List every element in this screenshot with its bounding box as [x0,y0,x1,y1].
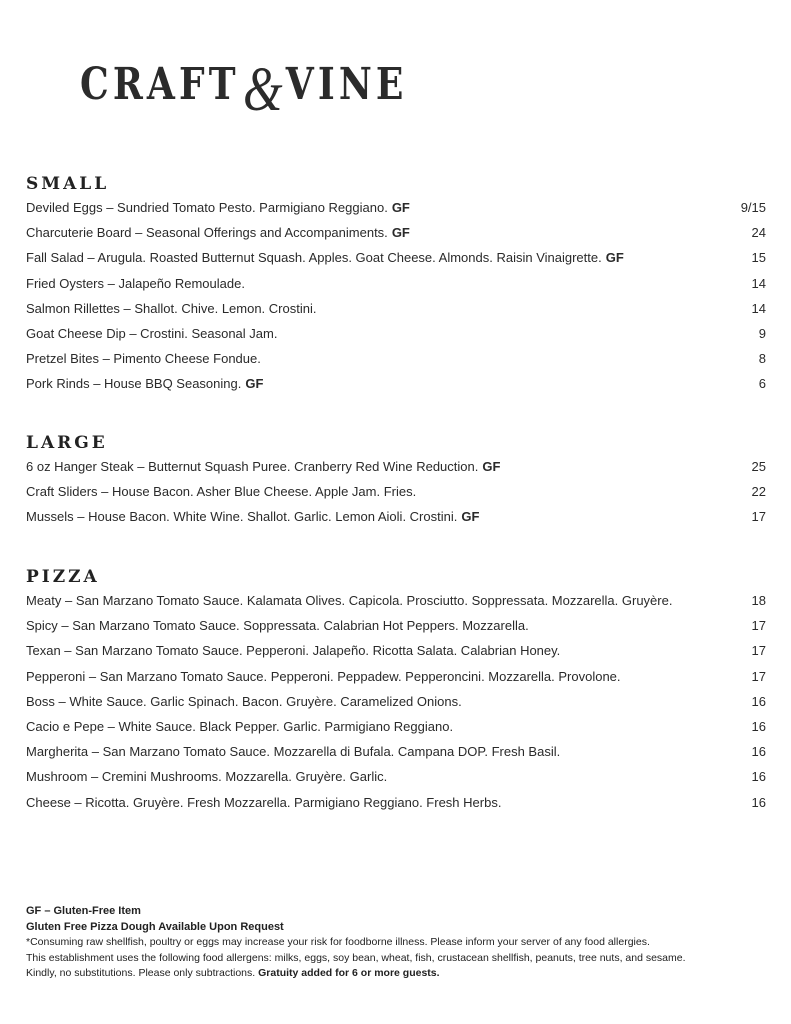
menu-item [26,371,766,396]
gf-legend: GF – Gluten-Free Item [26,905,141,917]
gluten-free-badge: GF [461,509,480,525]
menu-item-text: Mussels – House Bacon. White Wine. Shallot. Garlic. Lemon Aioli. Crostini. [26,509,458,525]
menu-item-price: 16 [751,744,766,760]
menu-item [26,321,766,346]
menu-item-text: Cheese – Ricotta. Gruyère. Fresh Mozzarella. Parmigiano Reggiano. Fresh Herbs. [26,794,502,810]
menu-item-price: 16 [751,693,766,709]
menu-item-price: 16 [751,794,766,810]
menu-item-text: Mushroom – Cremini Mushrooms. Mozzarella. Gruyère. Garlic. [26,769,388,785]
menu-item [26,454,766,479]
menu-item-text: Cacio e Pepe – White Sauce. Black Pepper. Garlic. Parmigiano Reggiano. [26,719,454,735]
menu-item-price: 9/15 [740,200,766,216]
menu-item [26,588,766,613]
menu-item-description [26,669,621,684]
gluten-free-badge: GF [391,200,410,216]
menu-item-description [26,276,245,291]
menu-item-price: 17 [751,509,766,525]
brand-word-right: VINE [285,58,408,110]
dough-note: Gluten Free Pizza Dough Available Upon Request [26,920,284,933]
brand-logo [80,52,408,124]
gluten-free-badge: GF [391,225,410,241]
menu-item [26,346,766,371]
menu-item-text: Salmon Rillettes – Shallot. Chive. Lemon. Crostini. [26,300,317,316]
menu-item-text: Pretzel Bites – Pimento Cheese Fondue. [26,351,261,367]
menu-item [26,714,766,739]
menu-item [26,613,766,638]
menu-item-text: Charcuterie Board – Seasonal Offerings and Accompaniments. [26,225,388,241]
menu-item-text: Deviled Eggs – Sundried Tomato Pesto. Parmigiano Reggiano. [26,200,388,216]
section-large [26,432,766,530]
menu-item-text: Goat Cheese Dip – Crostini. Seasonal Jam. [26,326,278,342]
section-title: SMALL [26,174,110,194]
brand-word-left: CRAFT [80,58,240,110]
menu-item-text: Craft Sliders – House Bacon. Asher Blue Cheese. Apple Jam. Fries. [26,484,417,500]
section-title: LARGE [26,433,108,453]
menu-item-text: Texan – San Marzano Tomato Sauce. Pepperoni. Jalapeño. Ricotta Salata. Calabrian Honey. [26,643,561,659]
menu-item-description [26,643,560,658]
menu-item-text: Spicy – San Marzano Tomato Sauce. Soppressata. Calabrian Hot Peppers. Mozzarella. [26,618,529,634]
menu-item-description [26,484,416,499]
menu-item-description [26,795,501,810]
menu-item [26,638,766,663]
menu-item [26,245,766,270]
gluten-free-badge: GF [482,459,501,475]
menu-item [26,271,766,296]
menu-item [26,479,766,504]
menu-item-description [26,509,479,524]
menu-item-description [26,459,500,474]
menu-item-text: Boss – White Sauce. Garlic Spinach. Bacon. Gruyère. Caramelized Onions. [26,693,462,709]
menu-item-text: Margherita – San Marzano Tomato Sauce. Mozzarella di Bufala. Campana DOP. Fresh Basil. [26,744,561,760]
substitution-policy: Kindly, no substitutions. Please only subtractions. [26,967,256,979]
menu-item-price: 17 [751,618,766,634]
menu-item [26,504,766,529]
menu-item-price: 14 [751,300,766,316]
menu-item-price: 17 [751,668,766,684]
menu-item-text: Pepperoni – San Marzano Tomato Sauce. Pepperoni. Peppadew. Pepperoncini. Mozzarella. Provolone. [26,668,621,684]
menu-item-price: 24 [751,225,766,241]
menu-item-price: 18 [751,593,766,609]
gluten-free-badge: GF [245,376,264,392]
policy-line [26,966,766,982]
menu-item-price: 15 [751,250,766,266]
menu-item-price: 25 [751,459,766,475]
allergen-note: This establishment uses the following food allergens: milks, eggs, soy bean, wheat, fish, crustacean shellfish, peanuts, tree nuts, and sesame. [26,951,686,964]
section-title: PIZZA [26,567,100,587]
menu-item-description [26,301,316,316]
menu-item-description [26,769,387,784]
menu-item-description [26,250,624,265]
menu-item-description [26,593,672,608]
menu-item-text: Meaty – San Marzano Tomato Sauce. Kalamata Olives. Capicola. Prosciutto. Soppressata. Mozzarella. Gruyère. [26,593,673,609]
menu-item [26,689,766,714]
menu-item-description [26,351,261,366]
gluten-free-badge: GF [605,250,624,266]
menu-item-price: 16 [751,719,766,735]
menu-item [26,296,766,321]
menu-item-description [26,200,410,215]
menu-item-price: 8 [758,351,766,367]
menu-item-price: 9 [758,326,766,342]
menu-item-price: 14 [751,275,766,291]
menu-item-price: 16 [751,769,766,785]
menu-item-description [26,618,529,633]
menu-item-text: Pork Rinds – House BBQ Seasoning. [26,376,242,392]
menu-item [26,220,766,245]
menu-item-price: 17 [751,643,766,659]
menu-item-price: 6 [758,376,766,392]
section-pizza [26,566,766,815]
brand-ampersand: & [242,55,283,124]
menu-item-description [26,744,560,759]
menu-item-description [26,694,462,709]
menu-item-description [26,326,277,341]
menu-item [26,195,766,220]
menu-list [26,454,766,530]
menu-item-description [26,376,263,391]
menu-item-text: 6 oz Hanger Steak – Butternut Squash Puree. Cranberry Red Wine Reduction. [26,459,479,475]
menu-item-text: Fall Salad – Arugula. Roasted Butternut Squash. Apples. Goat Cheese. Almonds. Raisin Vinaigrette. [26,250,602,266]
raw-food-warning: *Consuming raw shellfish, poultry or eggs may increase your risk for foodborne illness. Please inform your server of any food allergies. [26,936,650,948]
menu-item [26,790,766,815]
menu-list [26,195,766,397]
menu-item [26,739,766,764]
menu-item-price: 22 [751,484,766,500]
footer-notes [26,904,766,982]
menu-list [26,588,766,815]
menu-item [26,664,766,689]
menu-item-text: Fried Oysters – Jalapeño Remoulade. [26,275,245,291]
gratuity-note: Gratuity added for 6 or more guests. [258,967,440,979]
section-small [26,173,766,397]
menu-item-description [26,225,410,240]
menu-item [26,764,766,789]
menu-item-description [26,719,453,734]
